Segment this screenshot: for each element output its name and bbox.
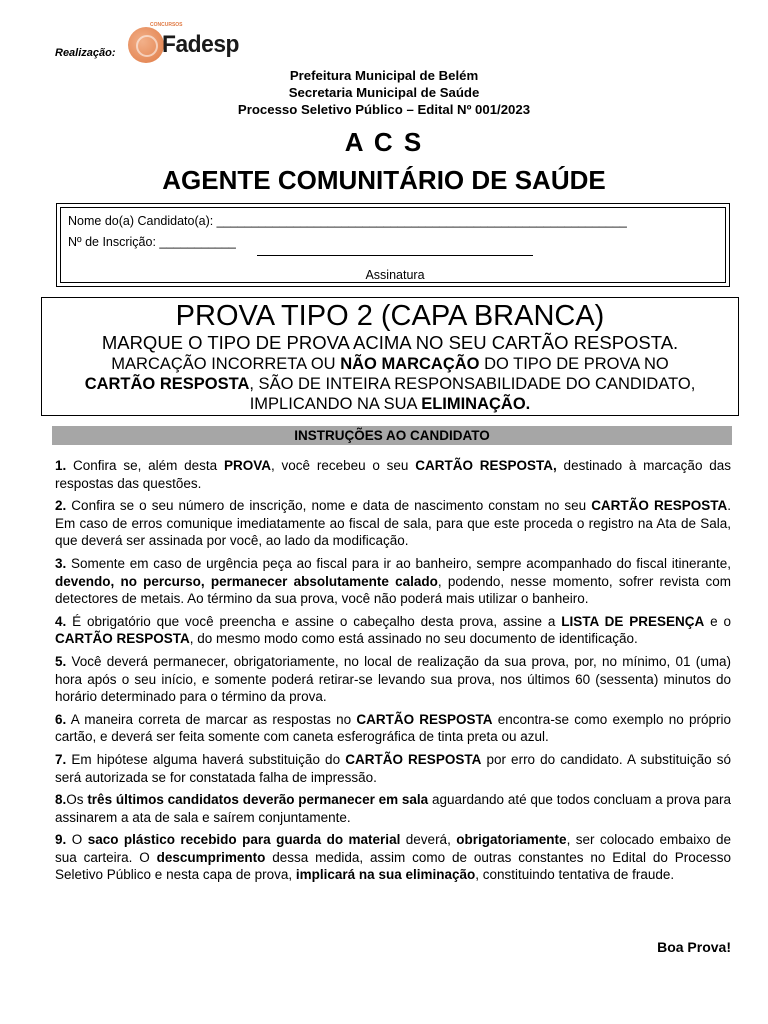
instruction-item-1-segment: 1. (55, 458, 67, 473)
instruction-item-9-segment: O (66, 832, 88, 848)
instruction-item-9 (55, 831, 731, 884)
instructions-title-bar: INSTRUÇÕES AO CANDIDATO (52, 426, 732, 445)
instruction-item-9-segment: , ser colocado embaixo de sua carteira. O (55, 832, 731, 865)
instruction-item-1-segment: PROVA (223, 458, 271, 473)
instruction-item-9-segment: saco plástico recebido para guarda do material (87, 832, 401, 848)
instruction-item-6 (55, 711, 731, 746)
instruction-item-8-segment: Os (66, 792, 88, 808)
instruction-item-4 (55, 613, 731, 648)
instruction-item-2-segment: Confira se o seu número de inscrição, nome e data de nascimento constam no seu (66, 498, 592, 514)
instruction-item-2-segment: . Em caso de erros comunique imediatamente ao fiscal de sala, para que este proceda o registro na Ata de Sala, que deverá ser assinada por você, ao lado da modificação. (55, 498, 731, 549)
instruction-item-1-segment: , você recebeu o seu (271, 458, 416, 473)
instruction-item-3-segment: 3. (55, 555, 67, 571)
instruction-item-6-segment: encontra-se como exemplo no próprio cartão, e deverá ser feita somente com caneta esferográfica de tinta preta ou azul. (55, 711, 732, 745)
instruction-item-1 (55, 457, 731, 492)
instruction-item-6-segment: 6. (55, 711, 67, 727)
instruction-item-3-segment: Somente em caso de urgência peça ao fiscal para ir ao banheiro, sempre acompanhado do fiscal itinerante, (66, 555, 731, 571)
instruction-item-7-segment: por erro do candidato. A substituição só será autorizada se for constatada falha de impressão. (55, 751, 731, 785)
warn-text-5: , SÃO DE INTEIRA RESPONSABILIDADE DO CANDIDATO, (249, 375, 696, 393)
instruction-item-2-segment: CARTÃO RESPOSTA (591, 498, 728, 514)
fadesp-logo (128, 27, 241, 63)
institution-header (0, 67, 768, 118)
instruction-item-9-segment: deverá, (400, 832, 457, 848)
instruction-item-3-segment: , podendo, nesse momento, sofrer revista com detectores de metais. Ao término da sua prova, você não poderá mais utilizar o banheiro. (55, 573, 731, 607)
instruction-item-8-segment: três últimos candidatos deverão permanecer em sala (87, 792, 429, 808)
instruction-item-4-segment: , do mesmo modo como está assinado no seu documento de identificação. (189, 631, 638, 647)
instruction-item-5-segment: 5. (55, 653, 67, 669)
instruction-item-4-segment: 4. (55, 613, 67, 629)
instruction-item-7-segment: CARTÃO RESPOSTA (345, 751, 482, 767)
instruction-item-4-segment: LISTA DE PRESENÇA (561, 613, 705, 629)
candidate-inscricao-field: Nº de Inscrição: ___________ (68, 235, 236, 249)
instruction-item-5-segment: Você deverá permanecer, obrigatoriamente, no local de realização da sua prova, por, no mínimo, 01 (uma) hora após o seu início, e somente poderá retirar-se levando sua prova, nos últimos 60 (sessenta) minutos do horário determinado para o término da prova. (55, 653, 731, 705)
instruction-item-7 (55, 751, 731, 786)
warn-text-2: NÃO MARCAÇÃO (340, 355, 480, 373)
header-line-prefeitura: Prefeitura Municipal de Belém (289, 68, 479, 83)
instruction-item-3 (55, 555, 731, 608)
instruction-item-9-segment: descumprimento (156, 849, 266, 865)
instruction-item-6-segment: CARTÃO RESPOSTA (356, 711, 493, 727)
signature-label: Assinatura (365, 268, 425, 282)
warn-text-1: MARCAÇÃO INCORRETA OU (111, 355, 341, 373)
warn-text-3: DO TIPO DE PROVA NO (479, 355, 669, 373)
exam-cargo-title: AGENTE COMUNITÁRIO DE SAÚDE (162, 165, 606, 195)
instruction-item-7-segment: Em hipótese alguma haverá substituição do (66, 751, 346, 767)
instruction-item-1-segment: destinado à marcação das respostas das questões. (55, 458, 731, 491)
warn-text-6: IMPLICANDO NA SUA (249, 395, 422, 413)
instruction-item-8-segment: aguardando até que todos concluam a prova para assinarem a ata de sala e saírem conjuntamente. (55, 792, 731, 825)
prova-tipo-box (41, 297, 739, 416)
instruction-item-4-segment: CARTÃO RESPOSTA (55, 631, 190, 647)
instruction-item-9-segment: 9. (55, 832, 67, 848)
prova-tipo-subtitle: MARQUE O TIPO DE PROVA ACIMA NO SEU CARTÃO RESPOSTA. (101, 332, 679, 353)
candidate-name-field: Nome do(a) Candidato(a): ___________________________________________________________ (68, 214, 627, 228)
instruction-item-9-segment: obrigatoriamente (456, 832, 567, 848)
instruction-item-9-segment: implicará na sua eliminação (295, 867, 476, 883)
prova-tipo-warning (42, 354, 738, 414)
instruction-item-1-segment: CARTÃO RESPOSTA, (415, 458, 557, 473)
instruction-item-7-segment: 7. (55, 751, 67, 767)
logo-tag: CONCURSOS (150, 22, 183, 28)
instruction-item-6-segment: A maneira correta de marcar as respostas no (66, 711, 357, 727)
logo-emblem-icon (128, 27, 164, 63)
logo-text: Fadesp (162, 31, 240, 58)
instruction-item-8-segment: 8. (55, 792, 67, 808)
instruction-item-2-segment: 2. (55, 498, 67, 514)
realizacao-label: Realização: (55, 47, 116, 59)
instruction-item-4-segment: É obrigatório que você preencha e assine o cabeçalho desta prova, assine a (66, 613, 562, 629)
prova-tipo-title: PROVA TIPO 2 (CAPA BRANCA) (175, 300, 605, 332)
instruction-item-2 (55, 497, 731, 550)
instruction-item-9-segment: dessa medida, assim como de outras constantes no Edital do Processo Seletivo Público e nesta capa de prova, (55, 849, 731, 883)
instruction-item-5 (55, 653, 731, 706)
instruction-item-9-segment: , constituindo tentativa de fraude. (475, 867, 675, 883)
header-line-secretaria: Secretaria Municipal de Saúde (288, 85, 480, 100)
instruction-item-4-segment: e o (704, 613, 731, 629)
exam-sigla: A C S (344, 127, 424, 157)
instruction-item-8 (55, 791, 731, 826)
signature-line (257, 255, 533, 256)
instruction-item-3-segment: devendo, no percurso, permanecer absolutamente calado (55, 573, 438, 589)
warn-text-4: CARTÃO RESPOSTA (84, 375, 250, 393)
header-line-processo: Processo Seletivo Público – Edital Nº 001/2023 (237, 102, 531, 117)
instructions-list (55, 457, 731, 889)
boa-prova-text: Boa Prova! (657, 939, 731, 955)
warn-text-7: ELIMINAÇÃO. (421, 395, 531, 413)
instruction-item-1-segment: Confira se, além desta (66, 458, 224, 473)
